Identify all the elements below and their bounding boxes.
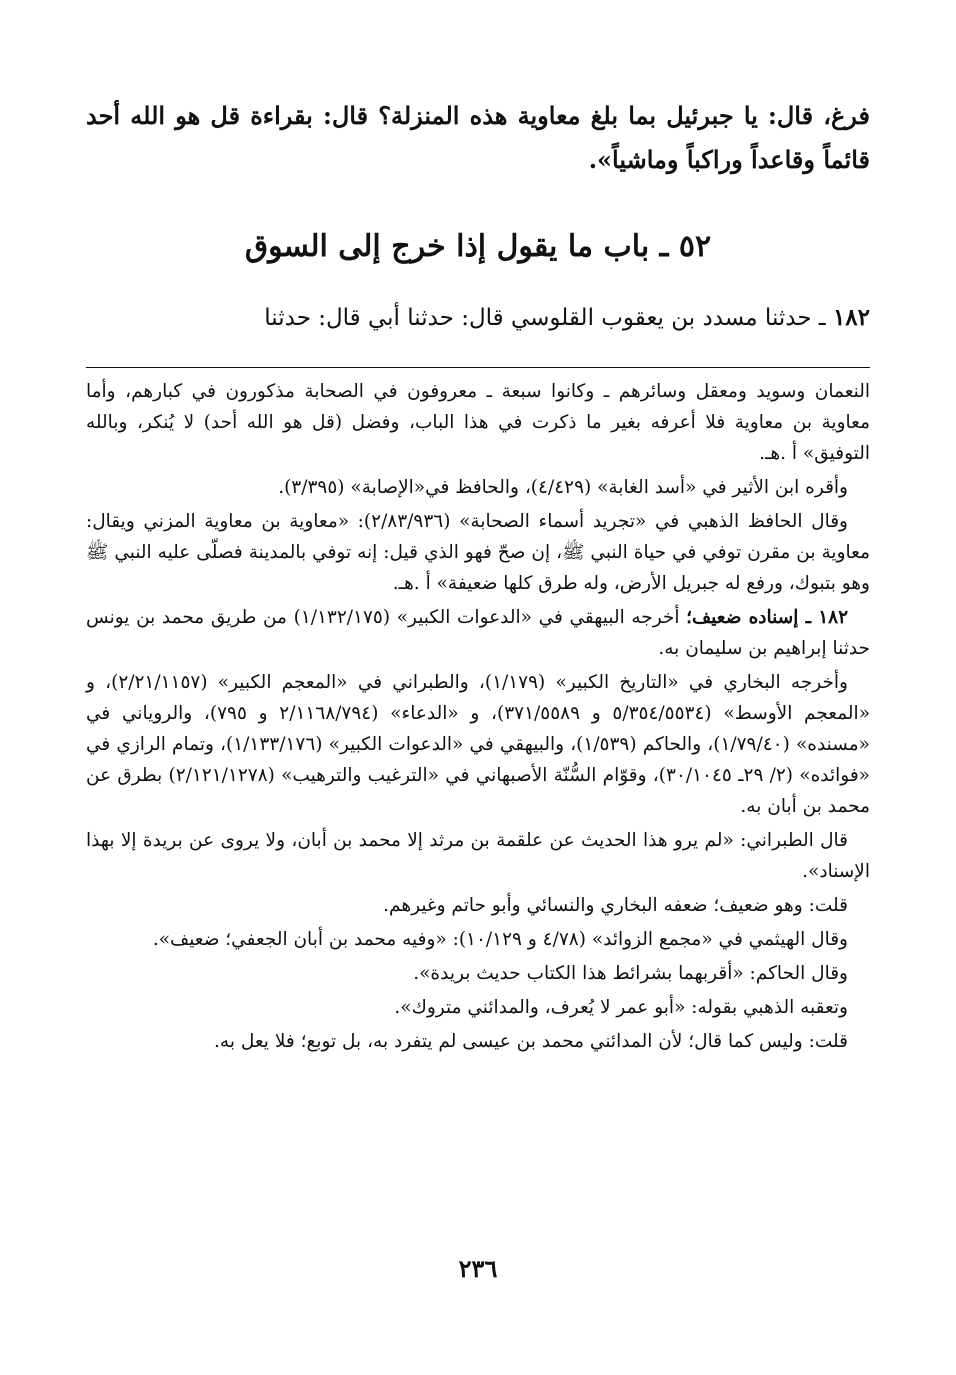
hadith-chain bbox=[86, 296, 870, 340]
footnote-text: أخرجه البيهقي في «الدعوات الكبير» (١/١٣٢/١٧٥) من طريق محمد بن يونس حدثنا إبراهيم بن سليمان به. bbox=[86, 607, 870, 659]
footnotes bbox=[86, 376, 870, 1060]
hadith-text: ـ حدثنا مسدد بن يعقوب القلوسي قال: حدثنا أبي قال: حدثنا bbox=[264, 305, 826, 331]
footnote-paragraph: وقال الحاكم: «أقربهما بشرائط هذا الكتاب حديث بريدة». bbox=[413, 963, 848, 984]
footnote-paragraph bbox=[86, 602, 870, 664]
footnote-divider bbox=[86, 367, 870, 368]
footnote-paragraph: وتعقبه الذهبي بقوله: «أبو عمر لا يُعرف، والمدائني متروك». bbox=[394, 997, 848, 1018]
page-number: ٢٣٦ bbox=[458, 1254, 498, 1283]
footnote-paragraph: النعمان وسويد ومعقل وسائرهم ـ وكانوا سبعة ـ معروفون في الصحابة مذكورون في كبارهم، وأما معاوية بن معاوية فلا أعرفه بغير ما ذكرت في هذا الباب، وفضل (قل هو الله أحد) لا يُنكر، وبالله التوفيق» أ .هـ. bbox=[86, 381, 870, 464]
footnote-paragraph: وأقره ابن الأثير في «أسد الغابة» (٤/٤٢٩)، والحافظ في«الإصابة» (٣/٣٩٥). bbox=[278, 477, 848, 498]
continued-hadith-text: فرغ، قال: يا جبرئيل بما بلغ معاوية هذه المنزلة؟ قال: بقراءة قل هو الله أحد قائماً وقاعداً وراكباً وماشياً». bbox=[86, 101, 870, 174]
footnote-paragraph: وقال الحافظ الذهبي في «تجريد أسماء الصحابة» (٢/٨٣/٩٣٦): «معاوية بن معاوية المزني ويقال: معاوية بن مقرن توفي في حياة النبي ﷺ، إن صحّ فهو الذي قيل: إنه توفي بالمدينة فصلّى عليه النبي ﷺ وهو بتبوك، ورفع له جبريل الأرض، وله طرق كلها ضعيفة» أ .هـ. bbox=[86, 511, 870, 594]
footnote-paragraph: قلت: وهو ضعيف؛ ضعفه البخاري والنسائي وأبو حاتم وغيرهم. bbox=[383, 895, 848, 916]
footnote-grade: ١٨٢ ـ إسناده ضعيف؛ bbox=[686, 607, 849, 628]
footnote-paragraph: قال الطبراني: «لم يرو هذا الحديث عن علقمة بن مرثد إلا محمد بن أبان، ولا يروى عن بريدة إلا بهذا الإسناد». bbox=[86, 830, 870, 882]
footnote-paragraph: وقال الهيثمي في «مجمع الزوائد» (٤/٧٨ و ١٠/١٢٩): «وفيه محمد بن أبان الجعفي؛ ضعيف». bbox=[152, 929, 848, 950]
hadith-number: ١٨٢ bbox=[832, 304, 870, 331]
chapter-title: ٥٢ ـ باب ما يقول إذا خرج إلى السوق bbox=[244, 229, 712, 264]
footnote-paragraph: وأخرجه البخاري في «التاريخ الكبير» (١/١٧٩)، والطبراني في «المعجم الكبير» (٢/٢١/١١٥٧)، و «المعجم الأوسط» (٥/٣٥٤/٥٥٣٤ و ٣٧١/٥٥٨٩)، و «الدعاء» (٢/١١٦٨/٧٩٤ و ٧٩٥)، والروياني في «مسنده» (١/٧٩/٤٠)، والحاكم (١/٥٣٩)، والبيهقي في «الدعوات الكبير» (١/١٣٣/١٧٦)، وتمام الرازي في «فوائده» (٢/ ٢٩ـ ٣٠/١٠٤٥)، وقوّام السُّنّة الأصبهاني في «الترغيب والترهيب» (٢/١٢١/١٢٧٨) بطرق عن محمد بن أبان به. bbox=[86, 672, 871, 817]
footnote-paragraph: قلت: وليس كما قال؛ لأن المدائني محمد بن عيسى لم يتفرد به، بل توبع؛ فلا يعل به. bbox=[214, 1031, 848, 1052]
